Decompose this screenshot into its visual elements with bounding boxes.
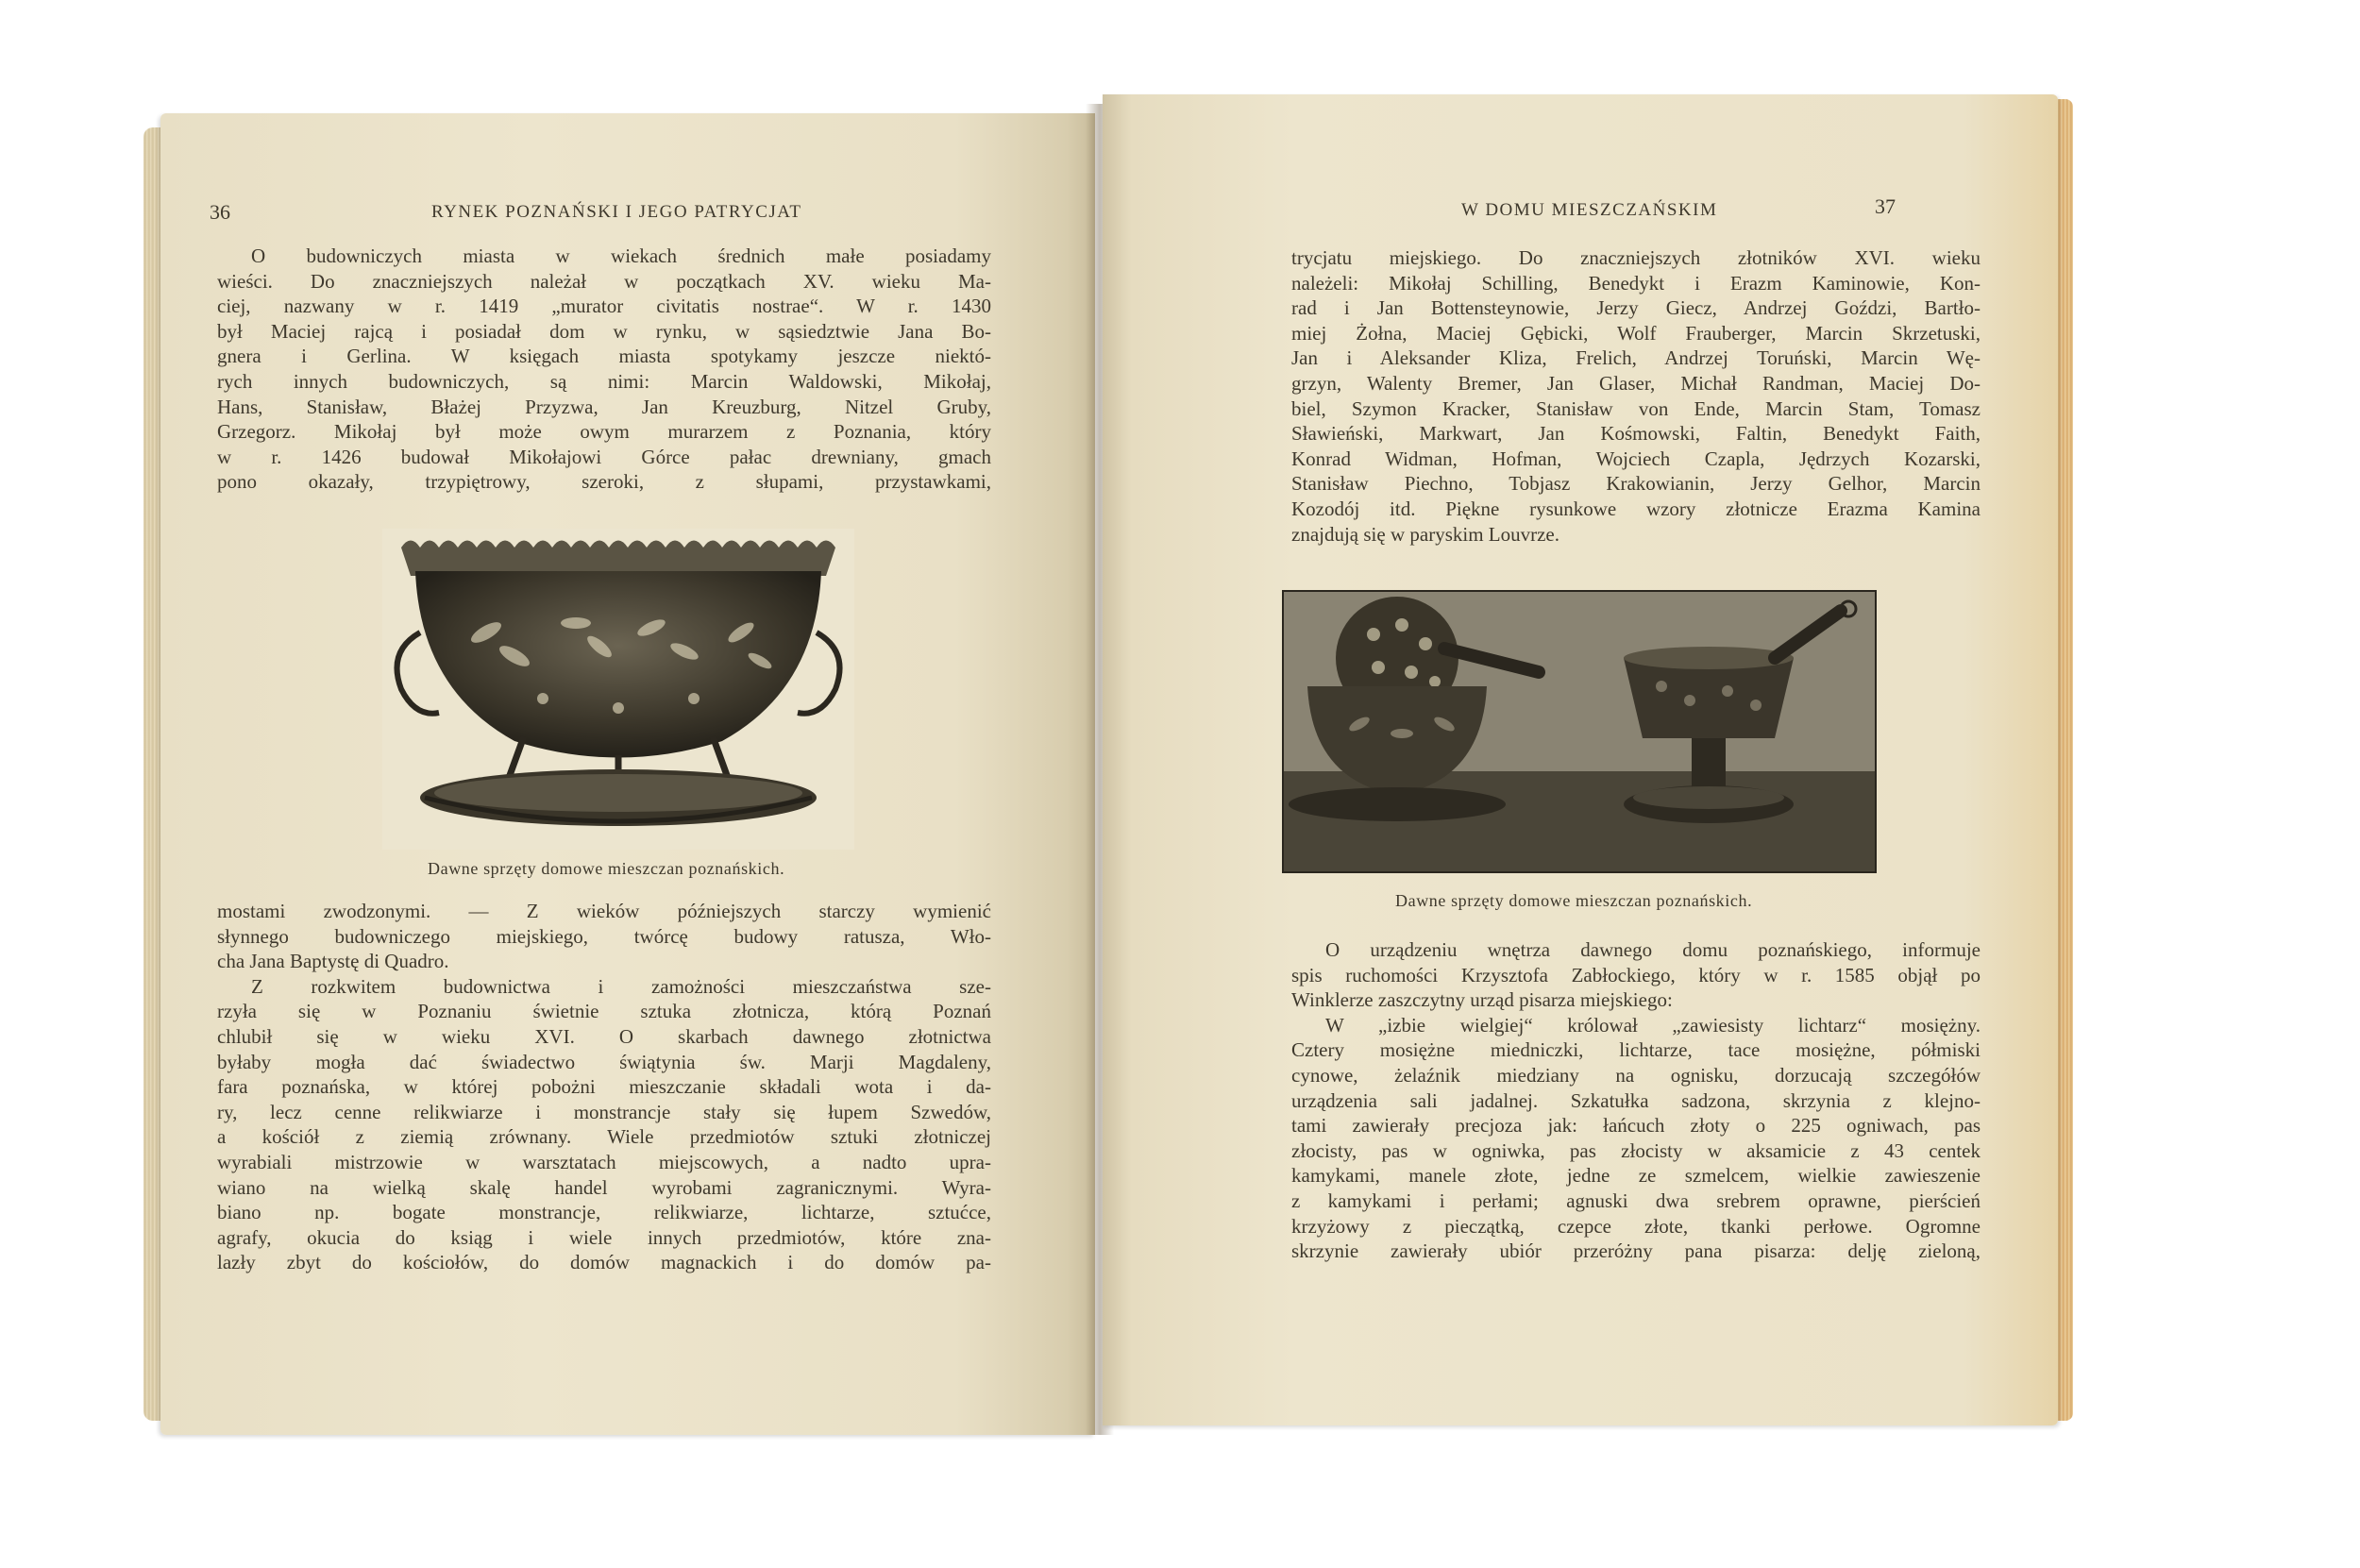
text-line: Hans, Stanisław, Błażej Przyzwa, Jan Kreuzburg, Nitzel Gruby, [217, 395, 991, 418]
text-line: kamykami, manele złote, jedne ze szmelcem, wielkie zawieszenie [1291, 1164, 1981, 1188]
caption-left: Dawne sprzęty domowe mieszczan poznańskich. [428, 859, 785, 878]
right-page [1103, 94, 2058, 1425]
left-page [160, 113, 1095, 1435]
text-line: urządzenia sali jadalnej. Szkatułka sadzona, skrzynia z klejno- [1291, 1088, 1981, 1112]
text-line: Kozodój itd. Piękne rysunkowe wzory złotnicze Erazma Kamina [1291, 497, 1981, 520]
text-line: znajdują się w paryskim Louvrze. [1291, 522, 1559, 546]
right-text-top [1291, 245, 1981, 547]
text-line: wiano na wielką skalę handel wyrobami zagranicznymi. Wyra- [217, 1175, 991, 1199]
text-line: tami zawierały precjoza jak: łańcuch złoty o 225 ogniwach, pas [1291, 1114, 1981, 1138]
text-line: w r. 1426 budował Mikołajowi Górce pałac drewniany, gmach [217, 445, 991, 468]
text-line: rych innych budowniczych, są nimi: Marcin Waldowski, Mikołaj, [217, 369, 991, 393]
text-line: krzyżowy z pieczątką, czepce złote, tkanki perłowe. Ogromne [1291, 1214, 1981, 1238]
text-line: Stanisław Piechno, Tobjasz Krakowianin, Jerzy Gelhor, Marcin [1291, 472, 1981, 496]
text-line: Konrad Widman, Hofman, Wojciech Czapla, Jędrzych Kozarski, [1291, 447, 1981, 470]
text-line: biano np. bogate monstrancje, relikwiarze, lichtarze, sztućce, [217, 1201, 991, 1224]
photo-openwork-brazier [382, 529, 854, 850]
running-head-right: W DOMU MIESZCZAŃSKIM [1461, 200, 1718, 220]
text-line: byłaby mogła dać świadectwo świątynia św. Marji Magdaleny, [217, 1050, 991, 1073]
text-line: mostami zwodzonymi. — Z wieków późniejszych starczy wymienić [217, 900, 991, 922]
household-objects-illustration [1284, 592, 1875, 871]
text-line: chlubił się w wieku XVI. O skarbach dawnego złotnictwa [217, 1024, 991, 1048]
text-line: cynowe, żelaźnik miedziany na ognisku, dorzucają szczegółów [1291, 1063, 1981, 1087]
text-line: agrafy, okucia do ksiąg i wiele innych przedmiotów, które zna- [217, 1225, 991, 1249]
text-line: rad i Jan Bottensteynowie, Jerzy Giecz, Andrzej Goździ, Bartło- [1291, 296, 1981, 320]
text-line: fara poznańska, w której pobożni mieszczanie składali wota i da- [217, 1075, 991, 1099]
text-line: O budowniczych miasta w wiekach średnich małe posiadamy [251, 244, 991, 267]
text-line: był Maciej rajcą i posiadał dom w rynku, w sąsiedztwie Jana Bo- [217, 319, 991, 343]
text-line: słynnego budowniczego miejskiego, twórcę budowy ratusza, Wło- [217, 924, 991, 948]
page-number-left: 36 [210, 200, 230, 224]
text-line: złocisty, pas w ogniwka, pas złocisty w aksamicie z 43 centek [1291, 1138, 1981, 1162]
text-line: biel, Szymon Kracker, Stanisław von Ende, Marcin Stam, Tomasz [1291, 396, 1981, 420]
text-line: ry, lecz cenne relikwiarze i monstrancje stały się łupem Szwedów, [217, 1100, 991, 1123]
text-line: Sławieński, Markwart, Jan Kośmowski, Faltin, Benedykt Faith, [1291, 422, 1981, 446]
right-text-bottom [1291, 937, 1981, 1264]
text-line: trycjatu miejskiego. Do znaczniejszych złotników XVI. wieku [1291, 246, 1981, 269]
caption-right: Dawne sprzęty domowe mieszczan poznańskich. [1395, 891, 1753, 910]
text-line: ciej, nazwany w r. 1419 „murator civitatis nostrae“. W r. 1430 [217, 295, 991, 318]
running-head-left: RYNEK POZNAŃSKI I JEGO PATRYCJAT [431, 202, 802, 222]
page-number-right: 37 [1875, 194, 1896, 218]
text-line: wieści. Do znaczniejszych należał w początkach XV. wieku Ma- [217, 269, 991, 293]
text-line: lazły zbyt do kościołów, do domów magnackich i do domów pa- [217, 1251, 991, 1274]
photo-brazier-and-warmer [1282, 590, 1877, 873]
text-line: Jan i Aleksander Kliza, Frelich, Andrzej Toruński, Marcin Wę- [1291, 346, 1981, 370]
text-line: O urządzeniu wnętrza dawnego domu poznańskiego, informuje [1325, 938, 1981, 961]
text-line: spis ruchomości Krzysztofa Zabłockiego, który w r. 1585 objął po [1291, 963, 1981, 986]
text-line: należeli: Mikołaj Schilling, Benedykt i Erazm Kaminowie, Kon- [1291, 271, 1981, 295]
brazier-illustration [382, 529, 854, 850]
text-line: wyrabiali mistrzowie w warsztatach miejscowych, a nadto upra- [217, 1150, 991, 1173]
text-line: skrzynie zawierały ubiór przeróżny pana pisarza: delję zieloną, [1291, 1239, 1981, 1263]
text-line: miej Żołna, Maciej Gębicki, Wolf Frauberger, Marcin Skrzetuski, [1291, 321, 1981, 345]
text-line: grzyn, Walenty Bremer, Jan Glaser, Michał Randman, Maciej Do- [1291, 371, 1981, 395]
text-line: z kamykami i perłami; agnuski dwa srebrem oprawne, pierścień [1291, 1189, 1981, 1212]
text-line: Winklerze zaszczytny urząd pisarza miejskiego: [1291, 988, 1673, 1012]
text-line: a kościół z ziemią zrównany. Wiele przedmiotów sztuki złotniczej [217, 1125, 991, 1149]
left-text-top [217, 244, 991, 495]
text-line: Z rozkwitem budownictwa i zamożności mieszczaństwa sze- [251, 974, 991, 998]
text-line: pono okazały, trzypiętrowy, szeroki, z słupami, przystawkami, [217, 470, 991, 494]
text-line: cha Jana Baptystę di Quadro. [217, 950, 449, 973]
text-line: rzyła się w Poznaniu świetnie sztuka złotnicza, którą Poznań [217, 1000, 991, 1023]
text-line: Cztery mosiężne miedniczki, lichtarze, tace mosiężne, półmiski [1291, 1038, 1981, 1062]
text-line: Grzegorz. Mikołaj był może owym murarzem z Poznania, który [217, 420, 991, 444]
left-text-bottom [217, 899, 991, 1275]
text-line: gnera i Gerlina. W księgach miasta spotykamy jeszcze niektó- [217, 345, 991, 368]
text-line: W „izbie wielgiej“ królował „zawiesisty lichtarz“ mosiężny. [1325, 1013, 1981, 1037]
